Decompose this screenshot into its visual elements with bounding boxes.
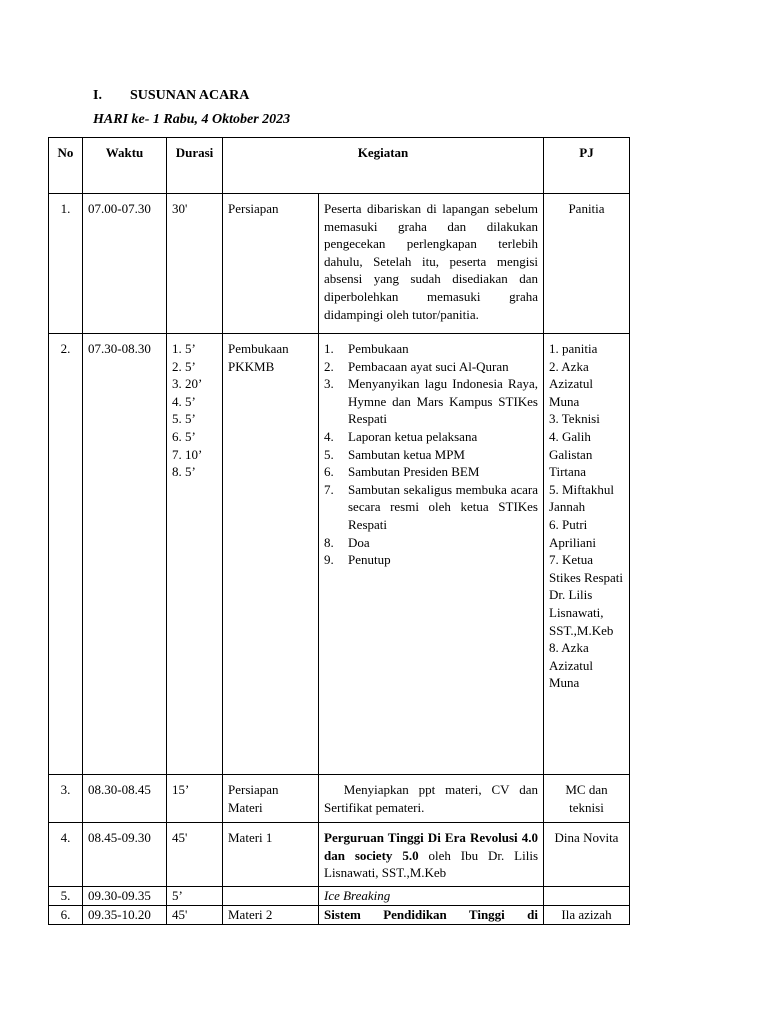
table-row <box>49 194 630 334</box>
section-heading <box>93 88 249 104</box>
row-durasi-list: 1. 5’ 2. 5’ 3. 20’ 4. 5’ 5. 5’ 6. 5’ 7. 10’ 8. 5’ <box>167 334 223 775</box>
agenda-list <box>324 340 538 569</box>
row-waktu: 08.45-09.30 <box>83 823 167 887</box>
row-pj: Dina Novita <box>544 823 630 887</box>
header-durasi: Durasi <box>167 138 223 194</box>
list-item: 5. Sambutan ketua MPM <box>324 446 465 462</box>
row-no: 2. <box>49 334 83 775</box>
row-detail: Menyiapkan ppt materi, CV dan Sertifikat pemateri. <box>319 775 544 823</box>
list-item: 7. Sambutan sekaligus membuka acara secara resmi oleh ketua STIKes Respati <box>324 481 538 532</box>
row-no: 6. <box>49 906 83 925</box>
row-durasi: 15’ <box>167 775 223 823</box>
section-number: I. <box>93 88 102 103</box>
row-durasi: 30' <box>167 194 223 334</box>
row-durasi: 45' <box>167 906 223 925</box>
row-no: 1. <box>49 194 83 334</box>
row-detail: Sistem Pendidikan Tinggi di <box>319 906 544 925</box>
row-no: 4. <box>49 823 83 887</box>
table-row <box>49 887 630 906</box>
list-item: 6. Sambutan Presiden BEM <box>324 464 480 480</box>
row-pj-list: 1. panitia 2. Azka Azizatul Muna 3. Teknisi 4. Galih Galistan Tirtana 5. Miftakhul Jannah 6. Putri Apriliani 7. Ketua Stikes Respati Dr. Lilis Lisnawati, SST.,M.Keb 8. Azka Azizatul Muna <box>544 334 630 775</box>
row-no: 5. <box>49 887 83 906</box>
row-pj: Ila azizah <box>544 906 630 925</box>
row-activity <box>223 887 319 906</box>
list-item: 2. Pembacaan ayat suci Al-Quran <box>324 358 509 374</box>
list-item: 4. Laporan ketua pelaksana <box>324 428 478 444</box>
row-waktu: 09.30-09.35 <box>83 887 167 906</box>
row-activity: Persiapan Materi <box>223 775 319 823</box>
header-pj: PJ <box>544 138 630 194</box>
row-detail: Ice Breaking <box>319 887 544 906</box>
list-item: 9. Penutup <box>324 552 391 568</box>
row-activity: Materi 1 <box>223 823 319 887</box>
row-durasi: 5’ <box>167 887 223 906</box>
row-activity: Materi 2 <box>223 906 319 925</box>
row-activity: Pembukaan PKKMB <box>223 334 319 775</box>
row-waktu: 07.30-08.30 <box>83 334 167 775</box>
section-title: SUSUNAN ACARA <box>130 88 250 103</box>
list-item: 8. Doa <box>324 534 370 550</box>
row-no: 3. <box>49 775 83 823</box>
day-heading: HARI ke- 1 Rabu, 4 Oktober 2023 <box>93 112 291 127</box>
table-header-row <box>49 138 630 194</box>
row-waktu: 09.35-10.20 <box>83 906 167 925</box>
table-row <box>49 906 630 925</box>
header-no: No <box>49 138 83 194</box>
row-pj: MC dan teknisi <box>544 775 630 823</box>
list-item: 3. Menyanyikan lagu Indonesia Raya, Hymne dan Mars Kampus STIKes Respati <box>324 376 538 427</box>
table-row <box>49 823 630 887</box>
list-item: 1. Pembukaan <box>324 341 409 356</box>
header-waktu: Waktu <box>83 138 167 194</box>
table-row <box>49 775 630 823</box>
row-durasi: 45' <box>167 823 223 887</box>
row-detail <box>319 334 544 775</box>
row-pj: Panitia <box>544 194 630 334</box>
row-waktu: 07.00-07.30 <box>83 194 167 334</box>
row-detail: Perguruan Tinggi Di Era Revolusi 4.0 dan society 5.0 oleh Ibu Dr. Lilis Lisnawati, SST.,M.Keb <box>319 823 544 887</box>
row-waktu: 08.30-08.45 <box>83 775 167 823</box>
row-activity: Persiapan <box>223 194 319 334</box>
row-detail: Peserta dibariskan di lapangan sebelum memasuki graha dan dilakukan pengecekan perlengkapan terlebih dahulu, Setelah itu, peserta mengisi absensi yang sudah disediakan dan diperbolehkan memasuki graha didampingi oleh tutor/panitia. <box>319 194 544 334</box>
schedule-table <box>48 137 630 925</box>
row-pj <box>544 887 630 906</box>
table-row <box>49 334 630 775</box>
header-kegiatan: Kegiatan <box>223 138 544 194</box>
